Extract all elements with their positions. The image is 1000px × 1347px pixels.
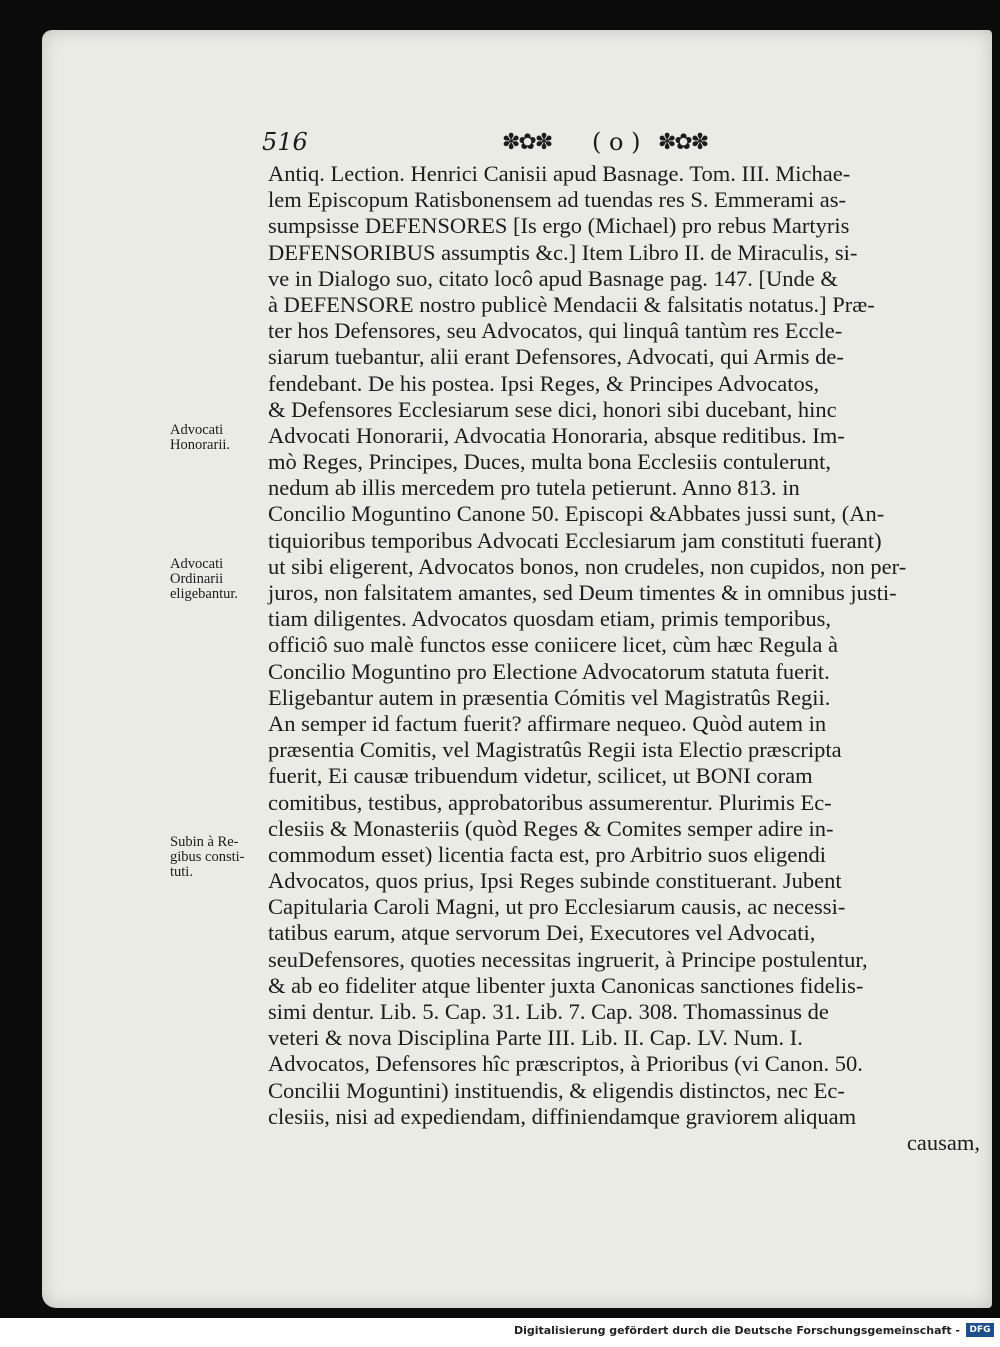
footer-bar [0,1318,1000,1347]
marginal-note-line: Advocati [170,422,224,438]
text-line: Advocatos, quos prius, Ipsi Reges subinde constituerant. Jubent [268,868,842,894]
text-line: clesiis & Monasteriis (quòd Reges & Comites semper adire in- [268,815,834,841]
marginal-note-line: Subin à Re- [170,834,239,850]
text-line: officiô suo malè functos esse coniicere licet, cùm hæc Regula à [268,632,839,658]
text-line: Advocatos, Defensores hîc præscriptos, à Prioribus (vi Canon. 50. [268,1051,863,1077]
marginal-note-subin-a-regibus [170,835,270,880]
text-line: Concilio Moguntino pro Electione Advocatorum statuta fuerit. [268,658,830,684]
text-line: clesiis, nisi ad expediendam, diffiniendamque graviorem aliquam [268,1103,857,1129]
text-line: veteri & nova Disciplina Parte III. Lib. II. Cap. LV. Num. I. [268,1025,803,1051]
funding-notice: Digitalisierung gefördert durch die Deutsche Forschungsgemeinschaft - [513,1324,960,1337]
text-line: ter hos Defensores, seu Advocatos, qui linquâ tantùm res Eccle- [268,318,843,344]
text-line: An semper id factum fuerit? affirmare nequeo. Quòd autem in [268,710,827,736]
text-line: seuDefensores, quoties necessitas ingruerit, à Principe postulentur, [268,946,868,972]
body-text [268,161,980,1156]
text-line: à DEFENSORE nostro publicè Mendacii & falsitatis notatus.] Præ- [268,291,875,317]
text-line: comitibus, testibus, approbatoribus assumerentur. Plurimis Ec- [268,789,832,815]
marginal-note-line: gibus consti- [170,849,245,865]
dfg-logo-icon: DFG [966,1323,994,1337]
text-line: Eligebantur autem in præsentia Cómitis vel Magistratûs Regii. [268,684,831,710]
marginal-note-advocati-honorarii [170,423,270,453]
text-line: Antiq. Lection. Henrici Canisii apud Basnage. Tom. III. Michae- [268,161,851,186]
text-line: & ab eo fideliter atque libenter juxta Canonicas sanctiones fidelis- [268,972,864,998]
marginal-note-line: Advocati [170,556,224,572]
book-page [42,30,992,1308]
catchword: causam, [906,1129,980,1155]
text-line: simi dentur. Lib. 5. Cap. 31. Lib. 7. Cap. 308. Thomassinus de [268,999,829,1024]
text-line: Capitularia Caroli Magni, ut pro Ecclesiarum causis, ac necessi- [268,894,846,920]
text-line: & Defensores Ecclesiarum sese dici, honori sibi ducebant, hinc [268,396,837,422]
text-line: ut sibi eligerent, Advocatos bonos, non crudeles, non cupidos, non per- [268,553,907,579]
text-line: lem Episcopum Ratisbonensem ad tuendas res S. Emmerami as- [268,187,847,213]
text-line: fuerit, Ei causæ tribuendum videtur, scilicet, ut BONI coram [268,763,813,789]
text-line: DEFENSORIBUS assumptis &c.] Item Libro II. de Miraculis, si- [268,239,858,265]
text-line: commodum esset) licentia facta est, pro Arbitrio suos eligendi [268,841,826,867]
ornament-left-icon: ✽✿✽ [502,130,552,155]
marginal-note-line: Honorarii. [170,437,230,453]
text-line: sumpsisse DEFENSORES [Is ergo (Michael) pro rebus Martyris [268,213,850,239]
marginal-note-advocati-ordinarii [170,557,270,602]
page-content [42,30,992,1308]
text-line: siarum tuebantur, alii erant Defensores, Advocati, qui Armis de- [268,344,844,370]
marginal-note-line: Ordinarii [170,571,224,587]
text-line: fendebant. De his postea. Ipsi Reges, & Principes Advocatos, [268,370,820,396]
page-header [262,128,762,162]
header-center-mark: ( o ) [592,128,641,156]
text-line: mò Reges, Principes, Duces, multa bona Ecclesiis contulerunt, [268,449,831,475]
text-line: tatibus earum, atque servorum Dei, Executores vel Advocati, [268,920,816,946]
text-line: nedum ab illis mercedem pro tutela petierunt. Anno 813. in [268,475,800,501]
page-number: 516 [262,128,308,156]
marginal-note-line: eligebantur. [170,586,239,602]
text-line: præsentia Comitis, vel Magistratûs Regii ista Electio præscripta [268,737,842,763]
marginal-note-line: tuti. [170,864,193,880]
text-line: Advocati Honorarii, Advocatia Honoraria, absque reditibus. Im- [268,422,845,448]
ornament-right-icon: ✽✿✽ [658,130,708,155]
text-line: tiquioribus temporibus Advocati Ecclesiarum jam constituti fuerant) [268,527,882,553]
text-line: juros, non falsitatem amantes, sed Deum timentes & in omnibus justi- [268,580,897,605]
text-line: Concilii Moguntini) instituendis, & eligendis distinctos, nec Ec- [268,1077,845,1103]
text-line: ve in Dialogo suo, citato locô apud Basnage pag. 147. [Unde & [268,265,838,291]
text-line: tiam diligentes. Advocatos quosdam etiam, primis temporibus, [268,606,832,632]
text-line: Concilio Moguntino Canone 50. Episcopi &Abbates jussi sunt, (An- [268,501,885,527]
